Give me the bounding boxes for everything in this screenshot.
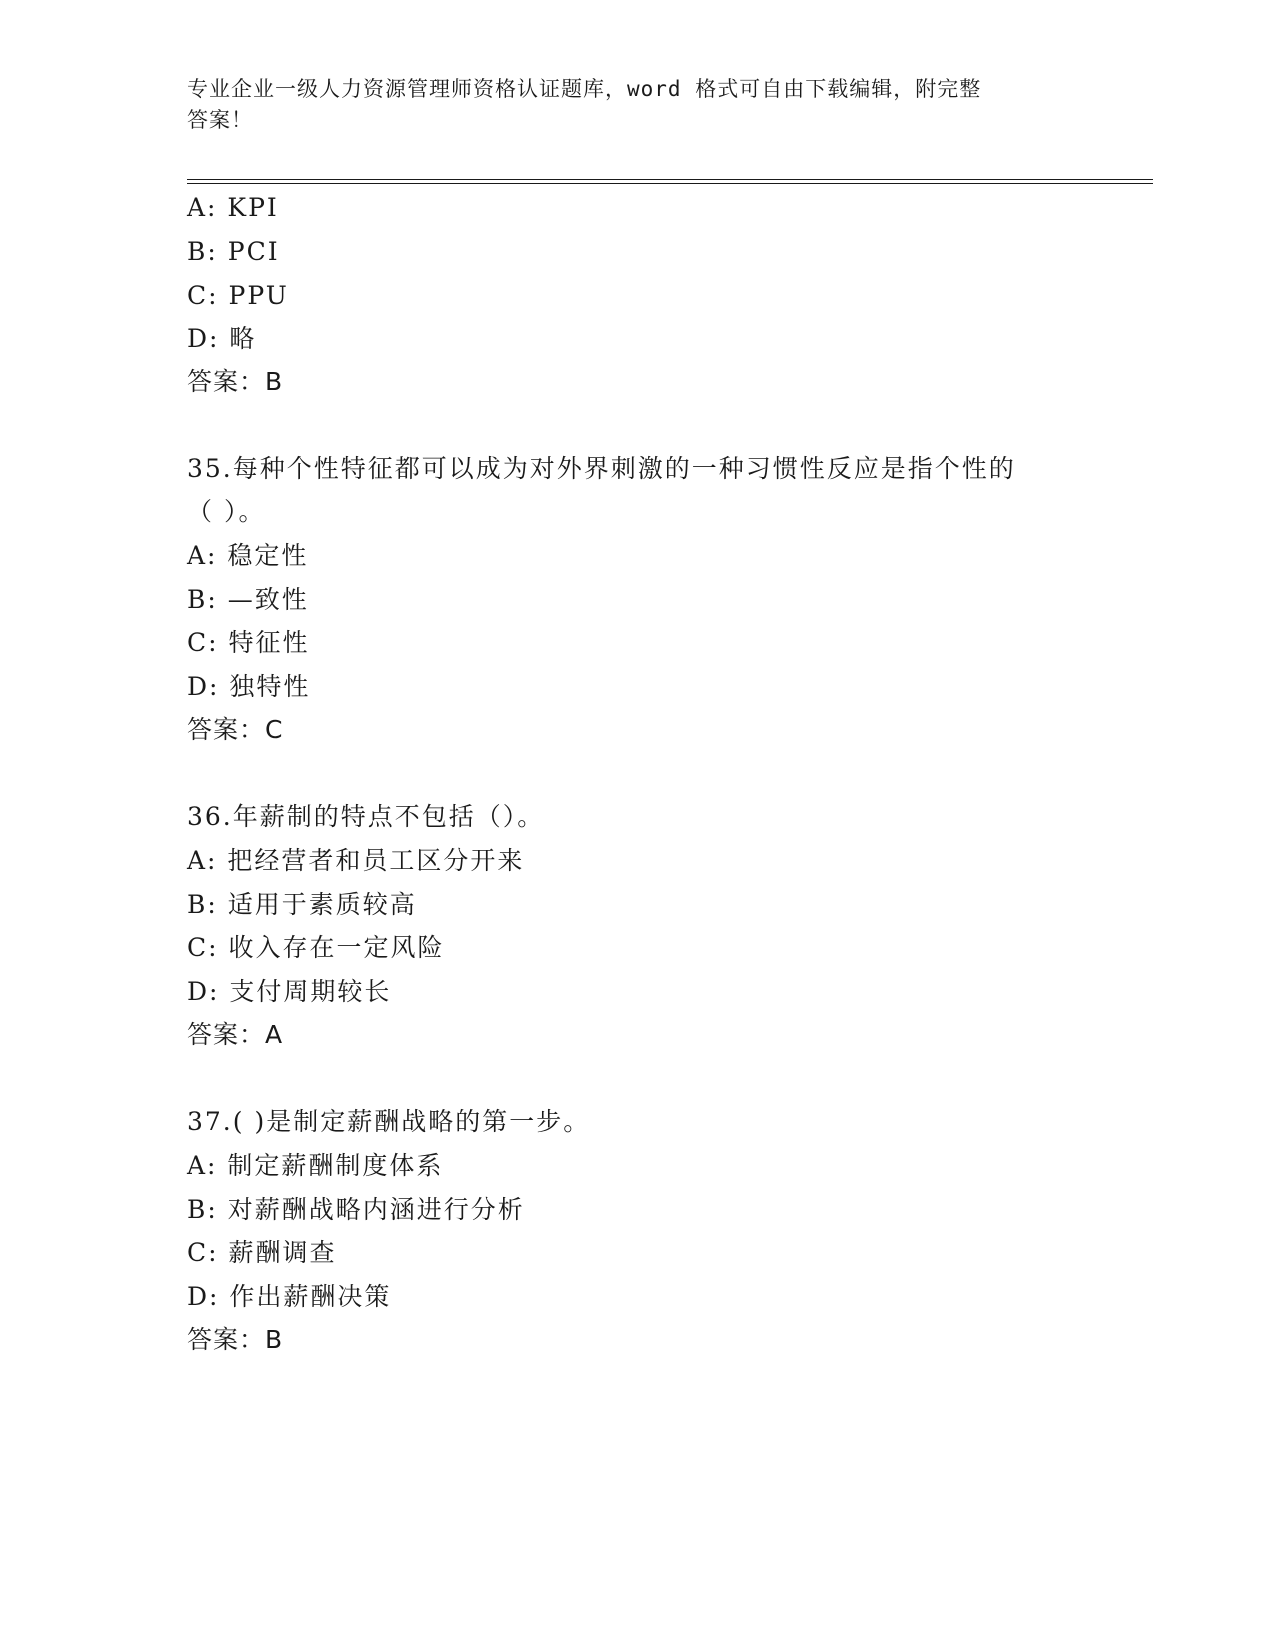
option-line: B: PCI (187, 237, 280, 266)
option-line: C: PPU (187, 281, 289, 310)
option-line: A: 制定薪酬制度体系 (187, 1151, 444, 1180)
option-line: C: 收入存在一定风险 (187, 933, 445, 962)
option-line: A: 把经营者和员工区分开来 (187, 846, 525, 875)
question-line: 37.( )是制定薪酬战略的第一步。 (187, 1107, 591, 1136)
header-line-1: 专业企业一级人力资源管理师资格认证题库，word 格式可自由下载编辑，附完整 (187, 77, 982, 101)
option-line: D: 略 (187, 324, 257, 353)
header-divider-top (187, 179, 1153, 180)
question-line: 35.每种个性特征都可以成为对外界刺激的一种习惯性反应是指个性的 (187, 454, 1016, 483)
option-line: C: 薪酬调查 (187, 1238, 337, 1267)
option-line: B: —致性 (187, 585, 309, 614)
question-line: （ ）。 (187, 497, 266, 526)
answer-line: 答案：B (187, 367, 284, 396)
option-line: D: 支付周期较长 (187, 977, 392, 1006)
answer-line: 答案：B (187, 1325, 284, 1354)
answer-line: 答案：A (187, 1020, 284, 1049)
document-header (187, 74, 1067, 136)
option-line: C: 特征性 (187, 628, 310, 657)
option-line: D: 独特性 (187, 672, 311, 701)
option-line: B: 对薪酬战略内涵进行分析 (187, 1195, 525, 1224)
option-line: D: 作出薪酬决策 (187, 1282, 392, 1311)
question-line: 36.年薪制的特点不包括（）。 (187, 802, 545, 831)
header-line-2: 答案！ (187, 108, 253, 132)
option-line: A: KPI (187, 193, 279, 222)
header-divider-bottom (187, 183, 1153, 184)
answer-line: 答案：C (187, 715, 284, 744)
option-line: B: 适用于素质较高 (187, 890, 417, 919)
option-line: A: 稳定性 (187, 541, 309, 570)
